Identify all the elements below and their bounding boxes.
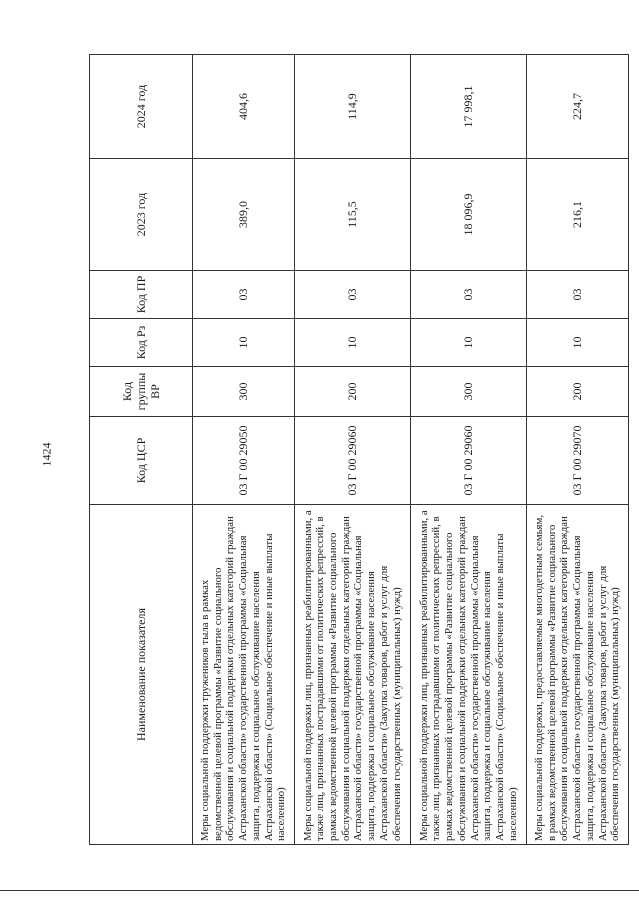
bottom-rule [0,890,639,891]
header-pr: Код ПР [90,271,193,319]
row-2023: 18 096,9 [410,159,526,271]
row-csr: 03 Г 00 29070 [527,417,629,505]
row-name: Меры социальной поддержки лиц, признанных реабилитированными, а также лиц, признанных пострадавшими от политических репрессий, в рамках ведомственной целевой программы «Развитие социального обслуживания и социальной поддержки отдельных категорий граждан Астраханской области» государственной программы «Социальная защита, поддержка и социальное обслуживание населения Астраханской области» (Закупка товаров, работ и услуг для обеспечения государственных (муниципальных) нужд) [294,505,410,845]
row-2023: 389,0 [193,159,295,271]
row-rz: 10 [294,319,410,367]
row-vr: 200 [527,367,629,417]
row-csr: 03 Г 00 29060 [410,417,526,505]
row-rz: 10 [193,319,295,367]
row-vr: 200 [294,367,410,417]
header-2024: 2024 год [90,55,193,159]
row-2024: 224,7 [527,55,629,159]
row-name: Меры социальной поддержки лиц, признанных реабилитированными, а также лиц, признанных пострадавшими от политических репрессий, в рамках ведомственной целевой программы «Развитие социального обслуживания и социальной поддержки отдельных категорий граждан Астраханской области» государственной программы «Социальная защита, поддержка и социальное обслуживание населения Астраханской области» (Социальное обеспечение и иные выплаты населению) [410,505,526,845]
row-2023: 115,5 [294,159,410,271]
row-rz: 10 [410,319,526,367]
table-header-row [90,55,193,845]
row-vr: 300 [410,367,526,417]
rotated-page-content [89,55,629,845]
table-row [294,55,410,845]
row-pr: 03 [294,271,410,319]
row-csr: 03 Г 00 29060 [294,417,410,505]
header-vr: Код группы ВР [90,367,193,417]
row-name: Меры социальной поддержки тружеников тыла в рамках ведомственной целевой программы «Развитие социального обслуживания и социальной поддержки отдельных категорий граждан Астраханской области» государственной программы «Социальная защита, поддержка и социальное обслуживание населения Астраханской области» (Социальное обеспечение и иные выплаты населению) [193,505,295,845]
row-2024: 404,6 [193,55,295,159]
header-rz: Код Рз [90,319,193,367]
table-row [527,55,629,845]
row-rz: 10 [527,319,629,367]
header-name: Наименование показателя [90,505,193,845]
row-pr: 03 [410,271,526,319]
row-csr: 03 Г 00 29050 [193,417,295,505]
header-2023: 2023 год [90,159,193,271]
header-csr: Код ЦСР [90,417,193,505]
row-pr: 03 [193,271,295,319]
row-2024: 17 998,1 [410,55,526,159]
row-2023: 216,1 [527,159,629,271]
row-2024: 114,9 [294,55,410,159]
page-number: 1424 [39,442,54,467]
row-vr: 300 [193,367,295,417]
table-row [193,55,295,845]
row-pr: 03 [527,271,629,319]
row-name: Меры социальной поддержки, предоставляемые многодетным семьям, в рамках ведомственной целевой программы «Развитие социального обслуживания и социальной поддержки отдельных категорий граждан Астраханской области» государственной программы «Социальная защита, поддержка и социальное обслуживание населения Астраханской области» (Закупка товаров, работ и услуг для обеспечения государственных (муниципальных) нужд) [527,505,629,845]
table-row [410,55,526,845]
budget-table [89,54,629,845]
